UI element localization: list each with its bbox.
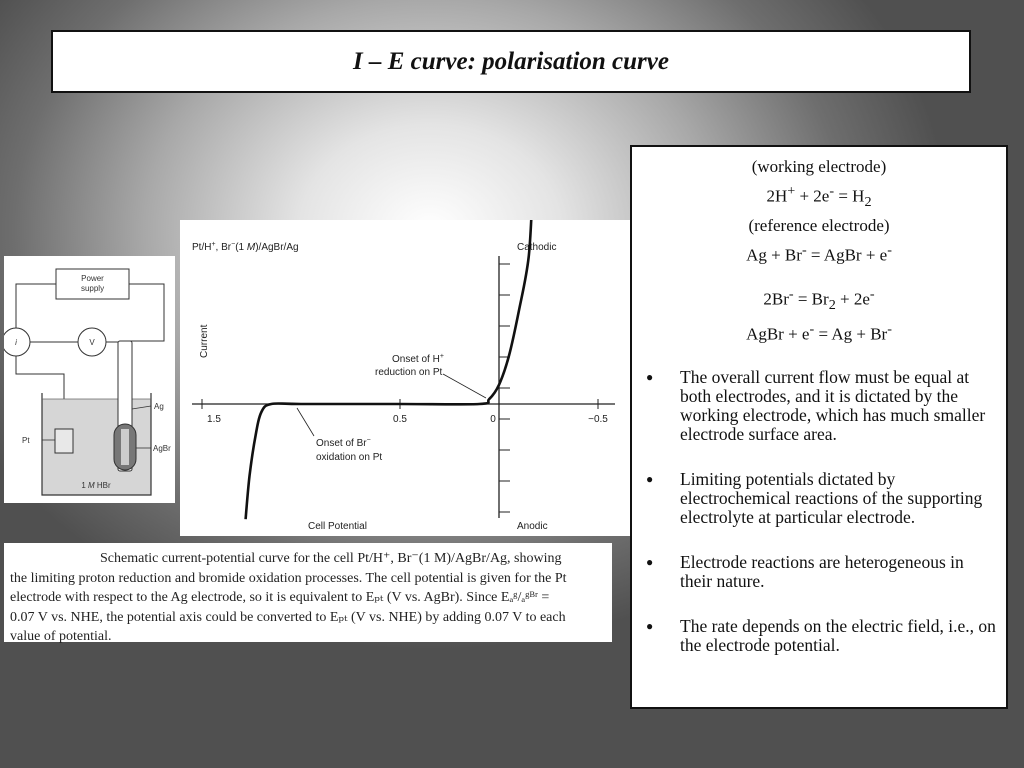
y-axis-title: Current [199, 324, 210, 358]
page-title: I – E curve: polarisation curve [353, 47, 669, 75]
power-supply-label-2: supply [80, 284, 105, 293]
x-tick-label: 1.5 [207, 414, 221, 425]
onset-h-label-1: Onset of H+ [392, 353, 444, 365]
wire-left [16, 284, 56, 328]
ie-plot-svg [180, 220, 630, 536]
onset-br-label-2: oxidation on Pt [316, 452, 383, 463]
cell-diagram [4, 256, 175, 503]
x-tick-label: −0.5 [588, 414, 608, 425]
title-box [51, 30, 971, 93]
caption-line-3: electrode with respect to the Ag electrode, so it is equivalent to Eₚₜ (V vs. AgBr). Since Eₐᵍ/ₐᵍᴮʳ = [10, 590, 550, 605]
onset-h-leader [443, 374, 486, 398]
y-ticks [499, 264, 510, 512]
onset-h-label-2: reduction on Pt [375, 367, 443, 378]
plot-cell-label: Pt/H+, Br−(1 M)/AgBr/Ag [192, 241, 299, 253]
anodic-label: Anodic [517, 521, 548, 532]
x-tick-label: 0.5 [393, 414, 407, 425]
onset-br-leader [297, 408, 314, 436]
caption-line-5: value of potential. [10, 629, 112, 644]
bullet-item: ● The overall current flow must be equal at both electrodes, and it is dictated by the working electrode, which has much smaller electrode surface area. [642, 368, 996, 444]
notes-panel [630, 145, 1008, 709]
ie-plot [180, 220, 630, 536]
ammeter-icon [4, 328, 30, 356]
caption-line-2: the limiting proton reduction and bromide oxidation processes. The cell potential is given for the Pt [10, 570, 567, 586]
bullet-item: ● Electrode reactions are heterogeneous in their nature. [642, 553, 996, 591]
ag-label: Ag [154, 402, 164, 411]
agbr-label: AgBr [153, 444, 171, 453]
figure-caption [4, 543, 612, 642]
ag-wire-inner [121, 429, 129, 465]
voltmeter-label: V [89, 338, 95, 347]
agbr-reduction-equation: AgBr + e- = Ag + Br- [746, 320, 892, 344]
bullet-item: ● The rate depends on the electric field, i.e., on the electrode potential. [642, 617, 996, 655]
cathodic-label: Cathodic [517, 242, 557, 253]
reference-electrode-label: (reference electrode) [748, 216, 890, 236]
power-supply-label-1: Power [81, 274, 104, 283]
working-electrode-equation: $2H^+ + 2e^- = H_2$ [766, 183, 872, 211]
cell-diagram-svg [4, 256, 175, 503]
bullet-item: ● Limiting potentials dictated by electrochemical reactions of the supporting electrolyte at particular electrode. [642, 470, 996, 527]
pt-label: Pt [22, 436, 30, 445]
electrolyte-label: 1 M HBr [81, 481, 111, 490]
pt-electrode [55, 429, 73, 453]
ammeter-label: i [15, 338, 17, 347]
working-electrode-label: (working electrode) [751, 157, 887, 176]
reference-electrode-equation: Ag + Br- = AgBr + e- [746, 242, 892, 265]
bullet-list [642, 368, 996, 655]
x-axis-title: Cell Potential [308, 521, 367, 532]
caption-line-4: 0.07 V vs. NHE, the potential axis could be converted to Eₚₜ (V vs. NHE) by adding 0.07 V to each [10, 609, 566, 625]
x-tick-label: 0 [490, 414, 496, 425]
bromide-oxidation-equation: $2Br^- = Br_2 + 2e^-$ [763, 285, 875, 313]
caption-line-1: Schematic current-potential curve for the cell Pt/H⁺, Br⁻(1 M)/AgBr/Ag, showing [100, 551, 562, 566]
onset-br-label-1: Onset of Br− [316, 437, 371, 449]
